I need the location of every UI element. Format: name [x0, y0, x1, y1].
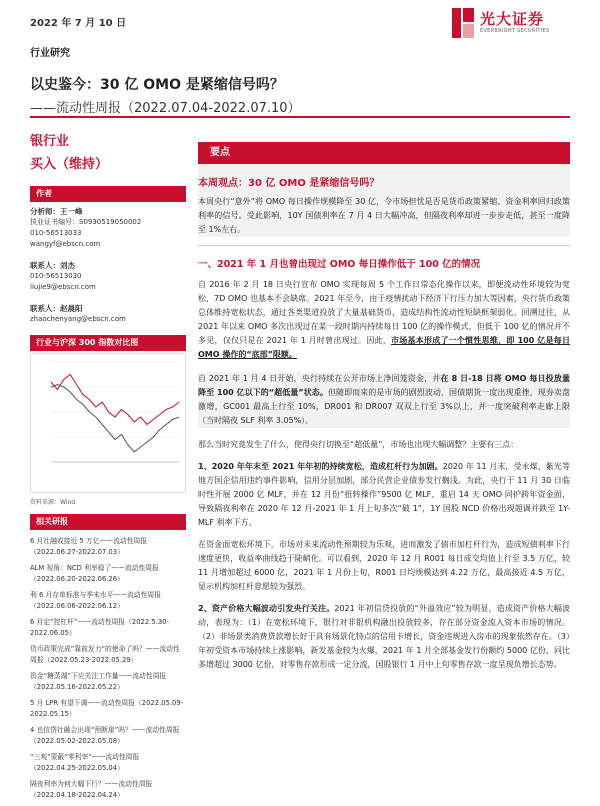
brand-name-cn: 光大证券: [480, 10, 545, 28]
p1-text: 自 2016 年 2 月 18 日央行宣布 OMO 实现每周 5 个工作日常态化操作以来，即便流动性环境较为宽松，7D OMO 也基本不会缺席。2021 年至今，由于疫情扰动下经济下行压力加大等因素，央行货币政策总体维持宽松状态，通过各类渠道投放了大量基础货币，造成结构性流动性短缺框架弱化。回溯过往，从 2021 年以来 OMO 多次出现过在某一段时期内持续每日 100 亿的操作模式，但低于 100 亿的情况并不多见，仅仅只是在 2021 年 1 月时曾出现过。因此，: [198, 280, 570, 345]
sidebar: [30, 130, 186, 806]
section1-title: 一、2021 年 1 月也曾出现过 OMO 每日操作低于 100 亿的情况: [198, 259, 481, 270]
related-report-item[interactable]: “三观”蒙蔽“零利率”——流动性周报（2022.04.25-2022.05.04）: [30, 753, 140, 772]
brand-logo-icon: [452, 8, 474, 38]
chart-series-line: [51, 385, 179, 453]
brand-logo: [452, 6, 570, 42]
paragraph-4: [198, 460, 570, 530]
related-report-item[interactable]: ALM 视角：NCD 利率稳了——流动性周报（2022.06.20-2022.06.26）: [30, 564, 159, 583]
report-department: 行业研究: [30, 48, 70, 59]
related-report-item[interactable]: 货币政策完成“靠前发力”的使命了吗？——流动性周报（2022.05.23-2022.05.29）: [30, 645, 180, 664]
contact-email-2[interactable]: zhaochenyang@ebscn.com: [30, 315, 126, 323]
chart-series-line: [51, 375, 179, 425]
rating-label: 买入（维持）: [30, 157, 109, 172]
paragraph-1: [198, 278, 570, 362]
view-summary: [198, 164, 570, 237]
brand-name-en: EVERBRIGHT SECURITIES: [480, 28, 550, 34]
paragraph-3: 那么当时究竟发生了什么，使得央行切换至“超低量”，市场也出现大幅调整？主要有三点：: [198, 440, 519, 449]
paragraph-5: 在资金面宽松环境下，市场对未来流动性预期较为乐观，进而激发了债市加杠杆行为，造成短债利率下行速度更快，收益率曲线趋于陡峭化。可以看到，2020 年 12 月 R001 每日成交均值上行至 3.5 万亿，较 11 月增加超过 6000 亿，2021 年 1 月份上旬，R001 日均规模达到 4.22 万亿，最高接近 4.5 万亿，显示机构加杠杆意愿较为强烈。: [198, 540, 570, 591]
analyst-phone: 010-56513033: [30, 229, 82, 237]
related-report-item[interactable]: 6 月社融或接近 5 万亿——流动性周报（2022.06.27-2022.07.03）: [30, 537, 148, 556]
report-date: 2022 年 7 月 10 日: [30, 18, 127, 29]
key-points-header: 要点: [198, 142, 570, 164]
p2-text-2: 但随即而来的是市场的剧烈波动，国债期货一度出现重挫，现券卖盘激增，GC001 最高上行至 10%，DR001 和 DR007 双双上行至 3%以上，并一度突破利率走廊上限（当时隔夜 SLF 利率 3.05%）。: [198, 388, 570, 425]
chart-header: 行业与沪深 300 指数对比图: [30, 335, 186, 351]
p6-text: 2021 年初信贷投放的“外溢效应”较为明显，造成资产价格大幅波动，表现为：（1）在宽松环境下，银行对非银机构融出投放较多，存在部分资金流入资本市场的情况。（2）非场景类消费贷款增长好于具有场景化特点的信用卡增长，资金违规进入房市的现象依然存在。（3）年初受资本市场持续上涨影响，新发基金较为火爆，2021 年 1 月全部基金发行份额约 5000 亿份，同比多增超过 3000 亿份，对零售存款形成一定分流，国股银行 1 月中上旬零售存款一度呈现负增长态势。: [198, 604, 570, 669]
industry-label: 银行业: [30, 134, 70, 149]
contact-name-2: 联系人：赵晨阳: [30, 304, 83, 313]
chart-source: 资料来源：Wind: [30, 499, 76, 506]
contact-name: 联系人：刘杰: [30, 261, 75, 270]
author-header: 作者: [30, 186, 186, 202]
p4-text: 2020 年 11 月末，受永煤、紫光等地方国企信用违约事件影响，信用分层加剧，部分民营企业债券发行搁浅。为此，央行于 11 月 30 日临时性开展 2000 亿 MLF，并在 12 月份“扭转操作”9500 亿 MLF、重启 14 天 OMO 同护跨年资金面，导致隔夜利率在 2020 年 12 月-2021 年 1 月上旬多次“破 1”，1Y 国股 NCD 价格出现超调并跌至 1Y-MLF 利率下方。: [198, 462, 570, 527]
p2-emphasis: 在 8 日-18 日将 OMO 每日投放量降至 100 亿以下的“超低量”状态。: [198, 374, 570, 397]
report-subtitle: ——流动性周报（2022.07.04-2022.07.10）: [30, 101, 301, 116]
p4-heading: 1、2020 年年末至 2021 年年初的持续宽松，造成杠杆行为加剧。: [198, 462, 443, 471]
p6-heading: 2、资产价格大幅波动引发央行关注。: [198, 604, 335, 613]
paragraph-2: [198, 372, 570, 428]
index-comparison-chart: [30, 353, 186, 493]
paragraph-6: [198, 602, 570, 672]
related-report-item[interactable]: 隔夜利率为何大幅下行？——流动性周报（2022.04.18-2022.04.24）: [30, 780, 153, 799]
related-reports-list: [30, 536, 186, 800]
related-report-item[interactable]: 4 也信贷社融会出现“预断崖”吗？——流动性周报（2022.05.02-2022.05.08）: [30, 726, 180, 745]
related-report-item[interactable]: 5 月 LPR 有望下调——流动性周报（2022.05.09-2022.05.15）: [30, 699, 184, 718]
title-divider: [30, 116, 570, 118]
contact-phone: 010-56513030: [30, 272, 82, 280]
related-report-item[interactable]: 资金“糖蒸湖”下应关注工作量——流动性周报（2022.05.16-2022.05.22）: [30, 672, 167, 691]
contact-email[interactable]: liujie9@ebscn.com: [30, 283, 96, 291]
main-content: [198, 142, 570, 672]
analyst-license: 执业证书编号：S0930519050002: [30, 218, 142, 226]
analyst-name: 分析师：王一峰: [30, 207, 83, 216]
related-report-item[interactable]: 6 月定“控杠杆”——流动性周报（2022.5.30-2022.06.05）: [30, 618, 169, 637]
view-title: 本周观点：30 亿 OMO 是紧缩信号吗？: [198, 178, 380, 189]
section-divider: [198, 245, 570, 246]
author-block: [30, 206, 186, 325]
report-title: 以史鉴今：30 亿 OMO 是紧缩信号吗？: [30, 77, 284, 93]
related-report-item[interactable]: 利 6 月存单标准与季末水平——流动性周报（2022.06.06-2022.06.12）: [30, 591, 161, 610]
analyst-email[interactable]: wangyf@ebscn.com: [30, 240, 101, 248]
view-body: 本周央行“意外”将 OMO 每日操作规模降至 30 亿，令市场担忧是否是货币政策紧缩、资金利率回归政策利率的信号。受此影响，10Y 国债利率在 7 月 4 日大幅冲高，但隔夜利率却进一步步走低，甚至一度降至 1%左右。: [198, 197, 570, 234]
related-header: 相关研报: [30, 514, 186, 530]
p1-emphasis: 市场基本形成了一个惯性思维，即 100 亿是每日 OMO 操作的“底部”限额。: [198, 336, 570, 359]
chart-svg: [31, 354, 185, 476]
p2-text: 自 2021 年 1 月 4 日开始，央行持续在公开市场上净回笼资金，并: [198, 374, 441, 383]
